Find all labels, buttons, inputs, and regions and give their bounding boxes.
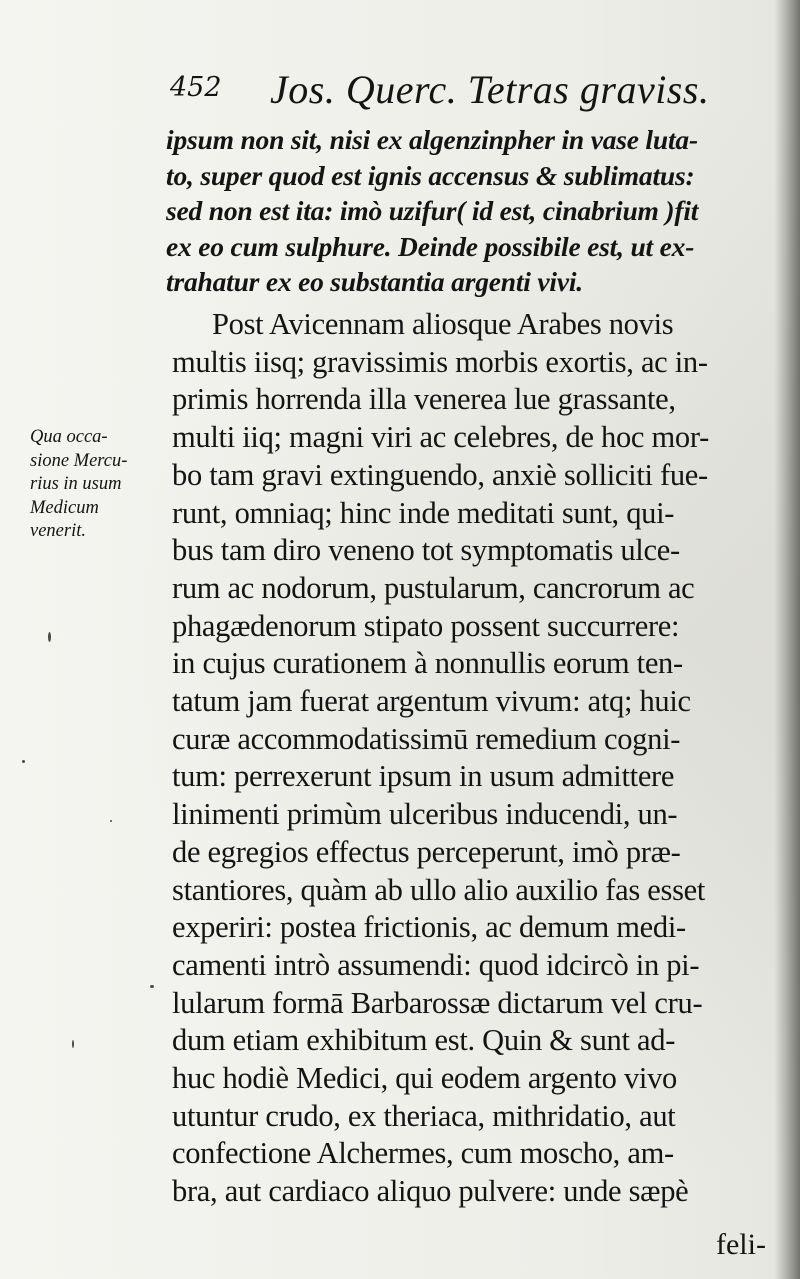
marginal-note [30, 426, 170, 544]
italic-line: trahatur ex eo substantia argenti vivi. [166, 266, 583, 297]
paper-speck [48, 632, 51, 642]
body-line: de egregios effectus perceperunt, imò præ- [172, 834, 681, 869]
body-line: bus tam diro veneno tot symptomatis ulce- [172, 533, 680, 568]
marginal-line: Qua occa- [30, 427, 108, 447]
body-line: phagædenorum stipato possent succurrere: [172, 608, 680, 643]
body-line: experiri: postea frictionis, ac demum medi- [172, 910, 686, 945]
paper-speck [110, 820, 112, 822]
page-gutter-shadow [774, 0, 800, 1279]
page-header [170, 66, 770, 114]
body-line: camenti intrò assumendi: quod idcircò in pi- [172, 947, 700, 982]
body-line: confectione Alchermes, cum moscho, am- [172, 1136, 674, 1171]
italic-line: to, super quod est ignis accensus & sublimatus: [166, 159, 695, 191]
italic-line: sed non est ita: imò uzifur( id est, cinabrium )fit [166, 195, 699, 226]
body-line: multis iisq; gravissimis morbis exortis, ac in- [172, 344, 708, 379]
paper-speck [22, 760, 25, 763]
body-line: utuntur crudo, ex theriaca, mithridatio, aut [172, 1098, 676, 1133]
italic-line: ex eo cum sulphure. Deinde possibile est, ut ex- [166, 230, 695, 262]
body-line: multi iiq; magni viri ac celebres, de hoc mor- [172, 420, 709, 455]
body-line: tatum jam fuerat argentum vivum: atq; huic [172, 684, 691, 719]
catchword: feli- [716, 1228, 766, 1261]
running-title: Jos. Querc. Tetras graviss. [270, 67, 710, 112]
body-line: linimenti primùm ulceribus inducendi, un- [172, 797, 678, 832]
marginal-line: sione Mercu- [30, 450, 128, 471]
body-paragraph [172, 306, 772, 1211]
marginal-line: venerit. [30, 521, 86, 541]
paper-speck [150, 985, 154, 988]
body-line: curæ accommodatissimū remedium cogni- [172, 721, 681, 756]
body-line: bo tam gravi extinguendo, anxiè solliciti fue- [172, 457, 708, 492]
body-line: Post Avicennam aliosque Arabes novis [212, 307, 674, 341]
marginal-line: rius in usum [30, 474, 122, 494]
body-line: huc hodiè Medici, qui eodem argento vivo [172, 1061, 677, 1096]
paper-speck [72, 1040, 74, 1048]
page-number: 452 [170, 72, 222, 103]
body-line: runt, omniaq; hinc inde meditati sunt, qui- [172, 495, 675, 530]
body-line: bra, aut cardiaco aliquo pulvere: unde sæpè [172, 1174, 689, 1209]
body-line: primis horrenda illa venerea lue grassante, [172, 382, 676, 417]
body-line: tum: perrexerunt ipsum in usum admittere [172, 759, 675, 794]
body-line: in cujus curationem à nonnullis eorum ten- [172, 646, 683, 681]
italic-line: ipsum non sit, nisi ex algenzinpher in vase luta- [166, 124, 698, 155]
body-line: dum etiam exhibitum est. Quin & sunt ad- [172, 1023, 676, 1058]
body-line: lularum formā Barbarossæ dictarum vel cru- [172, 985, 703, 1020]
marginal-line: Medicum [30, 497, 99, 518]
body-line: stantiores, quàm ab ullo alio auxilio fas esset [172, 872, 706, 907]
italic-quotation [166, 122, 766, 300]
body-line: rum ac nodorum, pustularum, cancrorum ac [172, 570, 695, 605]
